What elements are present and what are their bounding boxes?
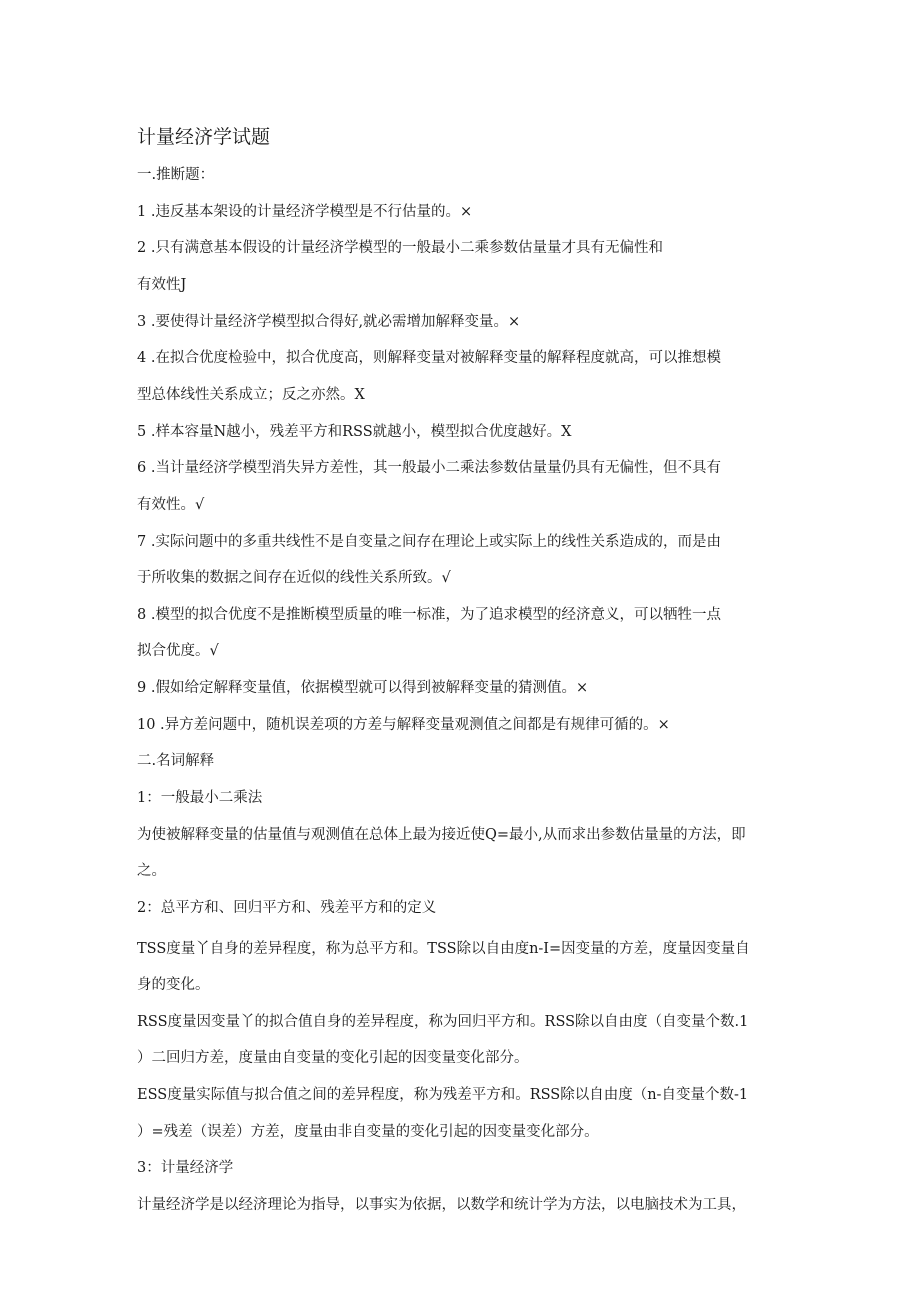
question-line: 10 .异方差问题中，随机误差项的方差与解释变量观测值之间都是有规律可循的。×	[137, 717, 670, 733]
term-heading: 3：计量经济学	[137, 1160, 234, 1176]
paragraph-line: ）=残差（误差）方差，度量由非自变量的变化引起的因变量变化部分。	[137, 1124, 599, 1140]
question-line: 拟合优度。√	[137, 643, 219, 659]
document-title: 计量经济学试题	[137, 126, 271, 148]
question-line: 有效性。√	[137, 497, 205, 513]
term-heading: 2：总平方和、回归平方和、残差平方和的定义	[137, 900, 437, 916]
paragraph-line: 计量经济学是以经济理论为指导，以事实为依据，以数学和统计学为方法，以电脑技术为工具，	[137, 1197, 746, 1213]
paragraph-line: ）二回归方差，度量由自变量的变化引起的因变量变化部分。	[137, 1050, 529, 1066]
question-line: 8 .模型的拟合优度不是推断模型质量的唯一标准，为了追求模型的经济意义，可以牺牲一点	[137, 607, 721, 623]
section-heading-terms: 二.名词解释	[137, 753, 215, 769]
term-heading: 1：一般最小二乘法	[137, 790, 263, 806]
section-heading-judgment: 一.推断题：	[137, 167, 215, 183]
question-line: 6 .当计量经济学模型消失异方差性，其一般最小二乘法参数估量量仍具有无偏性，但不具有	[137, 460, 721, 476]
question-line: 型总体线性关系成立；反之亦然。X	[137, 387, 365, 403]
question-line: 9 .假如给定解释变量值，依据模型就可以得到被解释变量的猜测值。×	[137, 680, 589, 696]
paragraph-line: RSS度量因变量丫的拟合值自身的差异程度，称为回归平方和。RSS除以自由度（自变量个数.1	[137, 1014, 749, 1030]
question-line: 7 .实际问题中的多重共线性不是自变量之间存在理论上或实际上的线性关系造成的，而是由	[137, 534, 721, 550]
paragraph-line: 之。	[137, 863, 166, 879]
question-line: 4 .在拟合优度检验中，拟合优度高，则解释变量对被解释变量的解释程度就高，可以推想模	[137, 350, 721, 366]
question-line: 3 .要使得计量经济学模型拟合得好,就必需增加解释变量。×	[137, 314, 521, 330]
question-line: 有效性J	[137, 277, 187, 293]
paragraph-line: 身的变化。	[137, 977, 210, 993]
question-line: 1 .违反基本架设的计量经济学模型是不行估量的。×	[137, 204, 473, 220]
question-line: 5 .样本容量N越小，残差平方和RSS就越小，模型拟合优度越好。X	[137, 424, 572, 440]
paragraph-line: 为使被解释变量的估量值与观测值在总体上最为接近使Q=最小,从而求出参数估量量的方法，即	[137, 827, 746, 843]
paragraph-line: ESS度量实际值与拟合值之间的差异程度，称为残差平方和。RSS除以自由度（n-自变量个数-1	[137, 1087, 749, 1103]
question-line: 2 .只有满意基本假设的计量经济学模型的一般最小二乘参数估量量才具有无偏性和	[137, 240, 663, 256]
question-line: 于所收集的数据之间存在近似的线性关系所致。√	[137, 570, 451, 586]
paragraph-line: TSS度量丫自身的差异程度，称为总平方和。TSS除以自由度n-I=因变量的方差，度量因变量自	[137, 941, 750, 957]
